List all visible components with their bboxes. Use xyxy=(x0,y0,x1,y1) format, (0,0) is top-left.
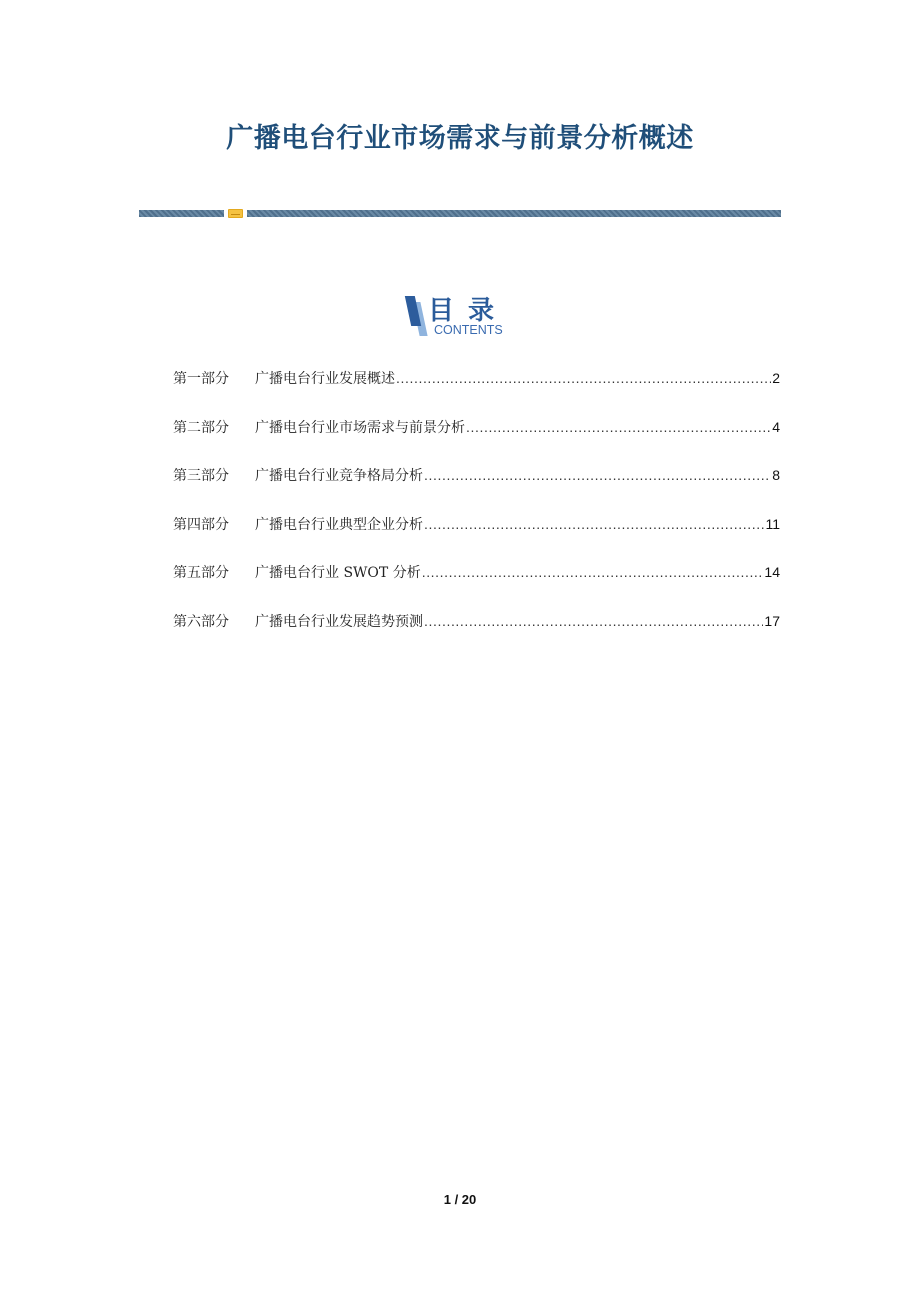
toc-item-part: 第一部分 xyxy=(173,371,229,387)
toc-item-page[interactable]: 14 xyxy=(764,564,780,580)
toc-item-4[interactable] xyxy=(173,514,780,563)
toc-item-3[interactable] xyxy=(173,465,780,514)
toc-item-page[interactable]: 4 xyxy=(772,418,780,435)
toc-dot-leader xyxy=(466,419,771,435)
toc-item-part: 第四部分 xyxy=(173,516,229,533)
toc-heading xyxy=(406,294,526,340)
title-divider xyxy=(139,209,781,218)
toc-item-page[interactable]: 11 xyxy=(765,515,780,532)
toc-item-title[interactable]: 广播电台行业市场需求与前景分析 xyxy=(255,419,465,436)
toc-dot-leader xyxy=(422,564,764,580)
toc-item-title[interactable]: 广播电台行业发展趋势预测 xyxy=(255,613,423,630)
toc-list xyxy=(173,368,780,659)
toc-heading-en: CONTENTS xyxy=(434,323,503,337)
toc-item-title[interactable]: 广播电台行业 SWOT 分析 xyxy=(255,565,421,581)
document-title: 广播电台行业市场需求与前景分析概述 xyxy=(226,123,694,154)
toc-item-part: 第二部分 xyxy=(173,419,229,436)
toc-item-page[interactable]: 17 xyxy=(764,612,780,629)
toc-item-6[interactable] xyxy=(173,611,780,660)
toc-item-2[interactable] xyxy=(173,417,780,466)
toc-item-part: 第五部分 xyxy=(173,565,229,581)
toc-item-title[interactable]: 广播电台行业发展概述 xyxy=(255,371,395,387)
toc-item-page[interactable]: 2 xyxy=(772,370,780,386)
toc-item-5[interactable] xyxy=(173,562,780,611)
divider-bar-right xyxy=(247,210,781,217)
envelope-icon xyxy=(228,209,243,218)
toc-dot-leader xyxy=(424,613,763,629)
divider-bar-left xyxy=(139,210,224,217)
toc-dot-leader xyxy=(396,370,771,386)
toc-item-part: 第六部分 xyxy=(173,613,229,630)
toc-dot-leader xyxy=(424,467,771,483)
toc-item-part: 第三部分 xyxy=(173,468,229,484)
toc-item-title[interactable]: 广播电台行业竞争格局分析 xyxy=(255,468,423,484)
toc-item-title[interactable]: 广播电台行业典型企业分析 xyxy=(255,516,423,533)
toc-item-page[interactable]: 8 xyxy=(772,467,780,483)
toc-heading-cn: 目录 xyxy=(428,296,509,326)
page-number-footer: 1 / 20 xyxy=(443,1192,477,1207)
toc-item-1[interactable] xyxy=(173,368,780,417)
toc-dot-leader xyxy=(424,516,764,532)
